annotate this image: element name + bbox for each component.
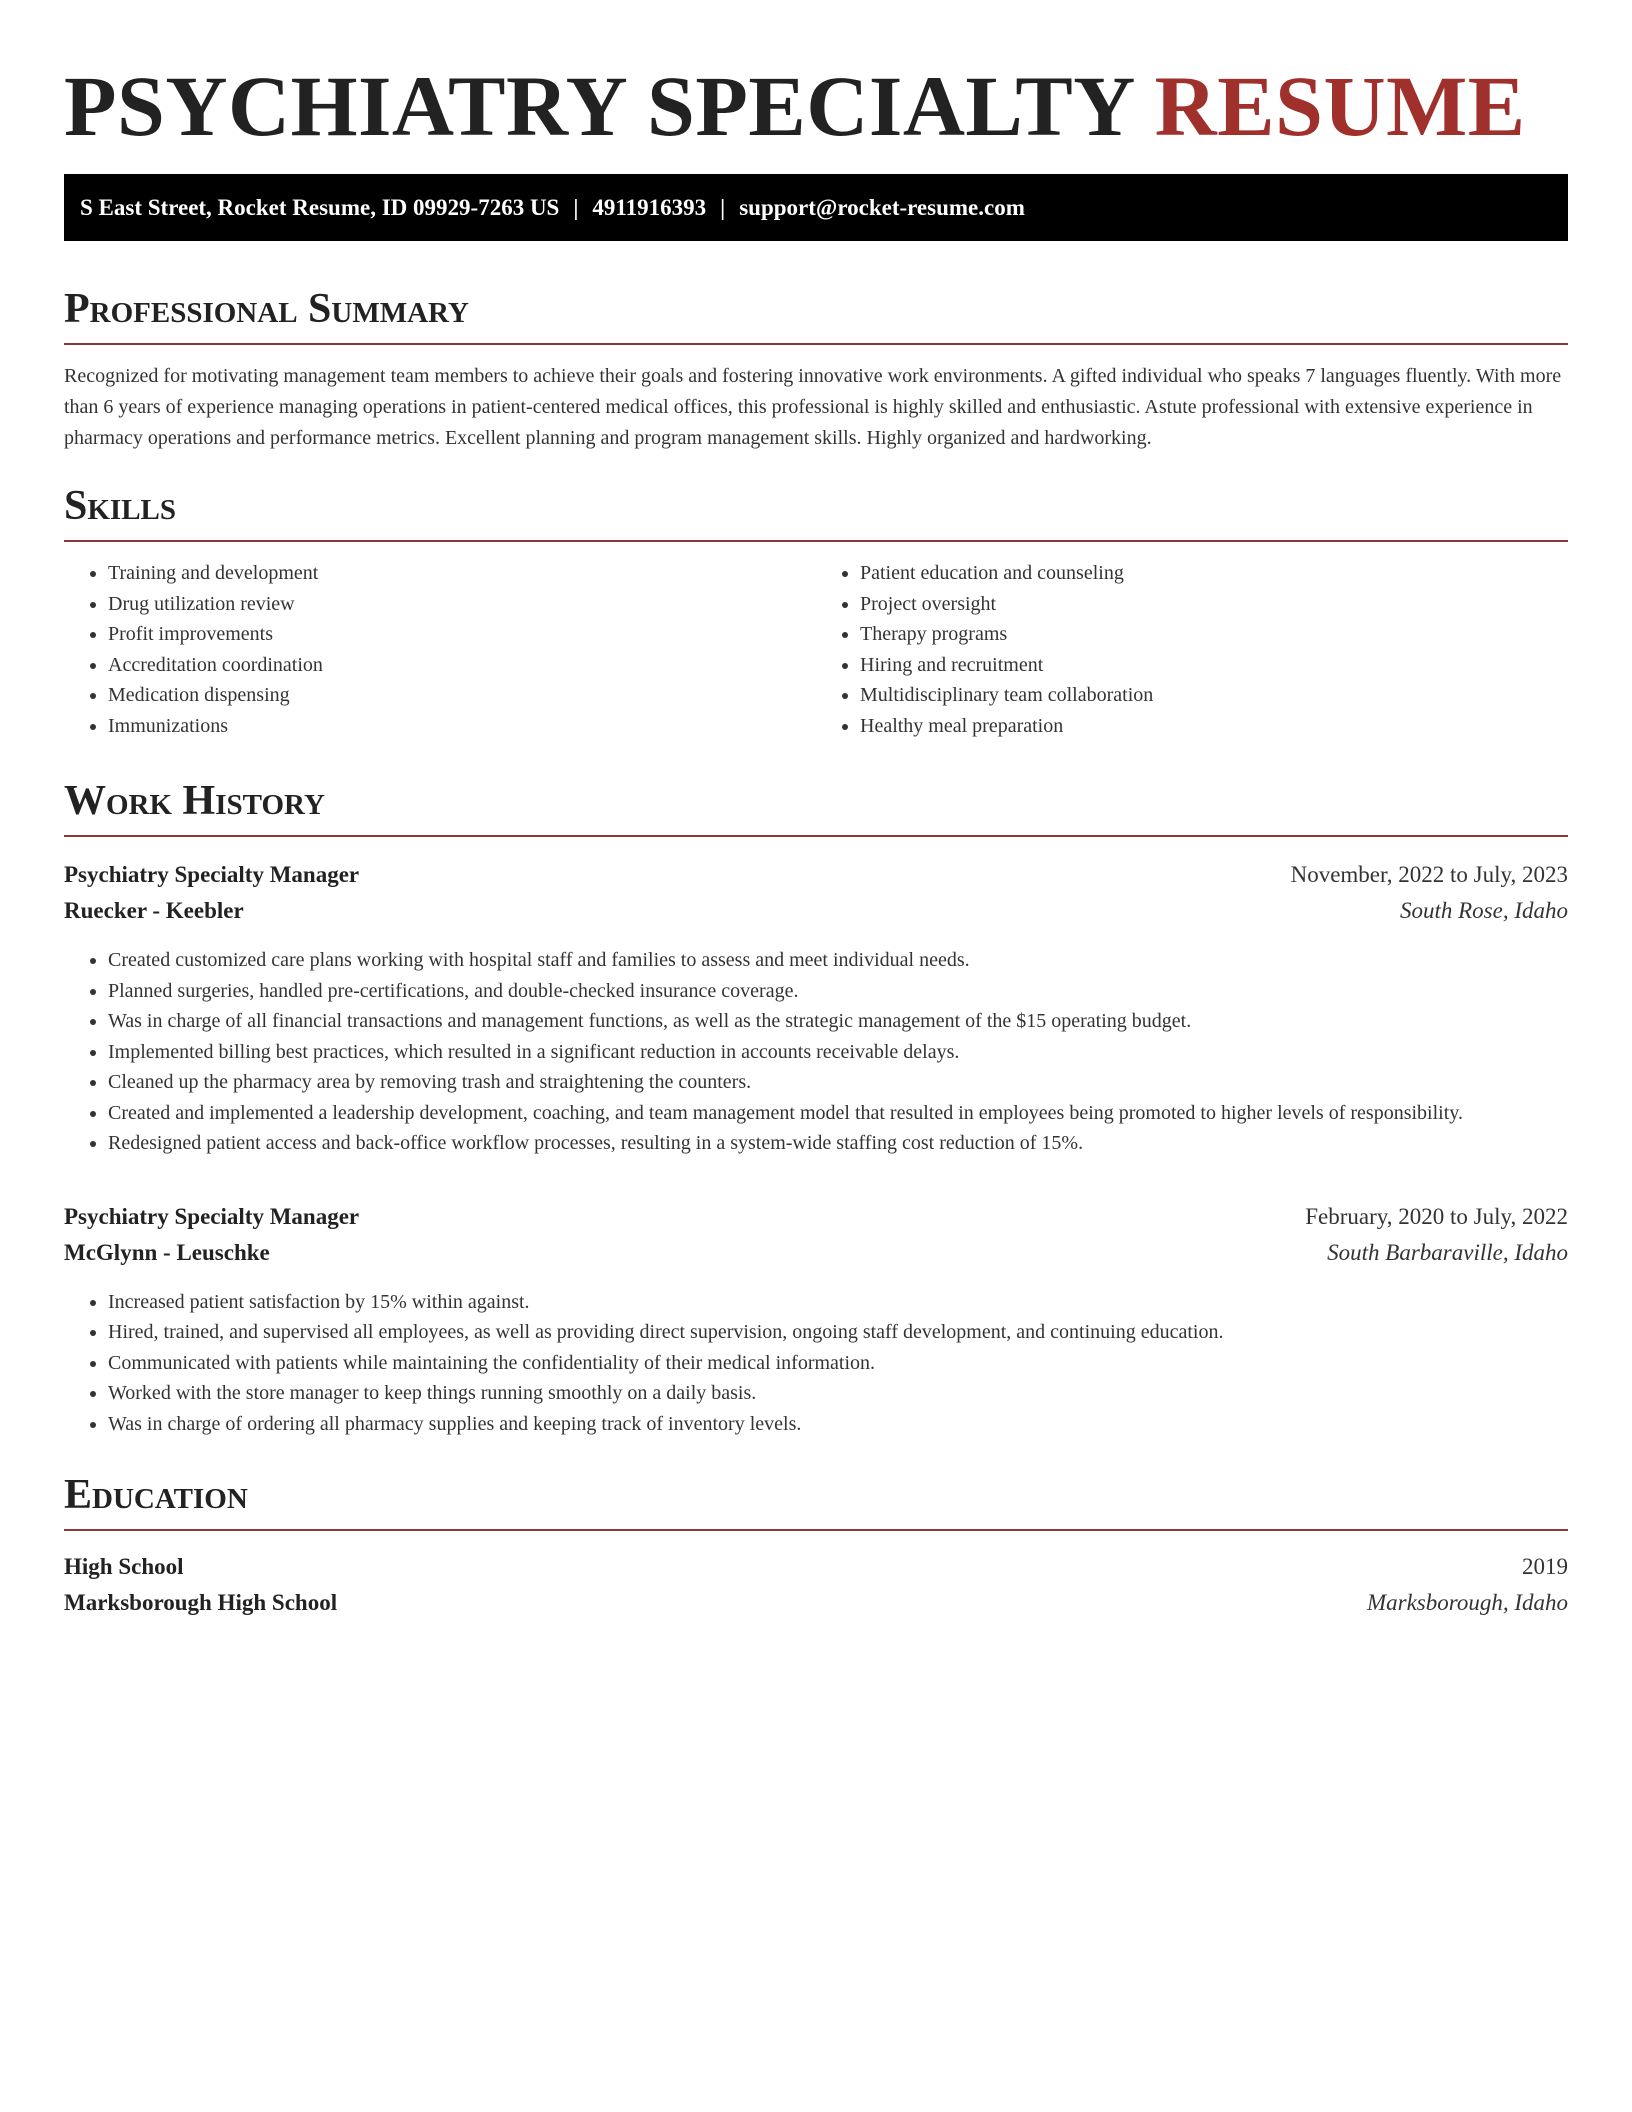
section-heading-work: Work History [64, 778, 325, 824]
section-heading-education: Education [64, 1472, 248, 1518]
skill-item: • Healthy meal preparation [860, 711, 1568, 742]
job-company-row [64, 893, 1568, 929]
job-location: South Barbaraville, Idaho [1327, 1239, 1568, 1265]
skill-item: • Drug utilization review [108, 589, 816, 620]
skill-item: • Patient education and counseling [860, 558, 1568, 589]
contact-email: support@rocket-resume.com [739, 195, 1025, 220]
job-dates: November, 2022 to July, 2023 [1290, 862, 1568, 887]
job-title-row [64, 857, 1568, 893]
skills-list-right [816, 558, 1568, 741]
skill-item: • Profit improvements [108, 619, 816, 650]
job-bullet: • Created customized care plans working with hospital staff and families to assess and meet individual needs. [108, 945, 1568, 976]
job-bullet: • Was in charge of all financial transactions and management functions, as well as the strategic management of the $15 operating budget. [108, 1006, 1568, 1037]
education-year: 2019 [1522, 1554, 1568, 1579]
job-entry [64, 857, 1568, 1159]
contact-address: S East Street, Rocket Resume, ID 09929-7263 US [80, 195, 560, 220]
job-bullet: • Implemented billing best practices, which resulted in a significant reduction in accounts receivable delays. [108, 1037, 1568, 1068]
education-school-row [64, 1585, 1568, 1621]
work-history-section [64, 775, 1568, 1439]
skills-columns [64, 558, 1568, 741]
contact-phone: 4911916393 [592, 195, 707, 220]
education-entry [64, 1549, 1568, 1621]
job-location: South Rose, Idaho [1399, 898, 1568, 923]
job-bullet: • Planned surgeries, handled pre-certifications, and double-checked insurance coverage. [108, 976, 1568, 1007]
skills-list-left [64, 558, 816, 741]
job-bullet: • Increased patient satisfaction by 15% within against. [108, 1287, 1568, 1318]
skill-item: • Project oversight [860, 589, 1568, 620]
section-divider [64, 835, 1568, 837]
section-divider [64, 540, 1568, 542]
section-divider [64, 1529, 1568, 1531]
skill-item: • Immunizations [108, 711, 816, 742]
job-title: Psychiatry Specialty Manager [64, 1203, 360, 1229]
job-title: Psychiatry Specialty Manager [64, 862, 360, 887]
skill-item: • Hiring and recruitment [860, 650, 1568, 681]
skill-item: • Therapy programs [860, 619, 1568, 650]
contact-separator: | [720, 195, 726, 220]
education-school: Marksborough High School [64, 1590, 338, 1615]
skills-section [64, 480, 1568, 741]
job-bullets [64, 1287, 1568, 1440]
job-company: McGlynn - Leuschke [64, 1239, 270, 1265]
job-title-row [64, 1199, 1568, 1235]
skill-item: • Training and development [108, 558, 816, 589]
section-heading-skills: Skills [64, 483, 177, 529]
job-bullet: • Created and implemented a leadership development, coaching, and team management model that resulted in employees being promoted to higher levels of responsibility. [108, 1098, 1568, 1129]
job-company-row [64, 1235, 1568, 1271]
job-bullet: • Worked with the store manager to keep things running smoothly on a daily basis. [108, 1378, 1568, 1409]
education-degree: High School [64, 1554, 184, 1579]
job-bullet: • Redesigned patient access and back-office workflow processes, resulting in a system-wide staffing cost reduction of 15%. [108, 1128, 1568, 1159]
skill-item: • Accreditation coordination [108, 650, 816, 681]
education-degree-row [64, 1549, 1568, 1585]
education-section [64, 1469, 1568, 1621]
job-bullet: • Was in charge of ordering all pharmacy supplies and keeping track of inventory levels. [108, 1409, 1568, 1440]
section-heading-summary: Professional Summary [64, 286, 469, 332]
skill-item: • Medication dispensing [108, 680, 816, 711]
summary-text: Recognized for motivating management team members to achieve their goals and fostering innovative work environments. A gifted individual who speaks 7 languages fluently. With more than 6 years of experience managing operations in patient-centered medical offices, this professional is highly skilled and enthusiastic. Astute professional with extensive experience in pharmacy operations and performance metrics. Excellent planning and program management skills. Highly organized and hardworking. [64, 365, 1562, 449]
resume-title [64, 56, 1568, 156]
title-main: PSYCHIATRY SPECIALTY [64, 58, 1133, 154]
contact-separator: | [573, 195, 579, 220]
job-company: Ruecker - Keebler [64, 898, 244, 923]
education-location: Marksborough, Idaho [1366, 1590, 1568, 1615]
job-bullets [64, 945, 1568, 1159]
job-bullet: • Hired, trained, and supervised all employees, as well as providing direct supervision, ongoing staff development, and continuing education. [108, 1317, 1568, 1348]
title-accent: RESUME [1154, 58, 1526, 154]
skill-item: • Multidisciplinary team collaboration [860, 680, 1568, 711]
job-dates: February, 2020 to July, 2022 [1305, 1203, 1568, 1229]
job-bullet: • Communicated with patients while maintaining the confidentiality of their medical information. [108, 1348, 1568, 1379]
section-divider [64, 343, 1568, 345]
job-bullet: • Cleaned up the pharmacy area by removing trash and straightening the counters. [108, 1067, 1568, 1098]
contact-bar [64, 174, 1568, 241]
job-entry [64, 1199, 1568, 1440]
professional-summary-section [64, 283, 1568, 454]
